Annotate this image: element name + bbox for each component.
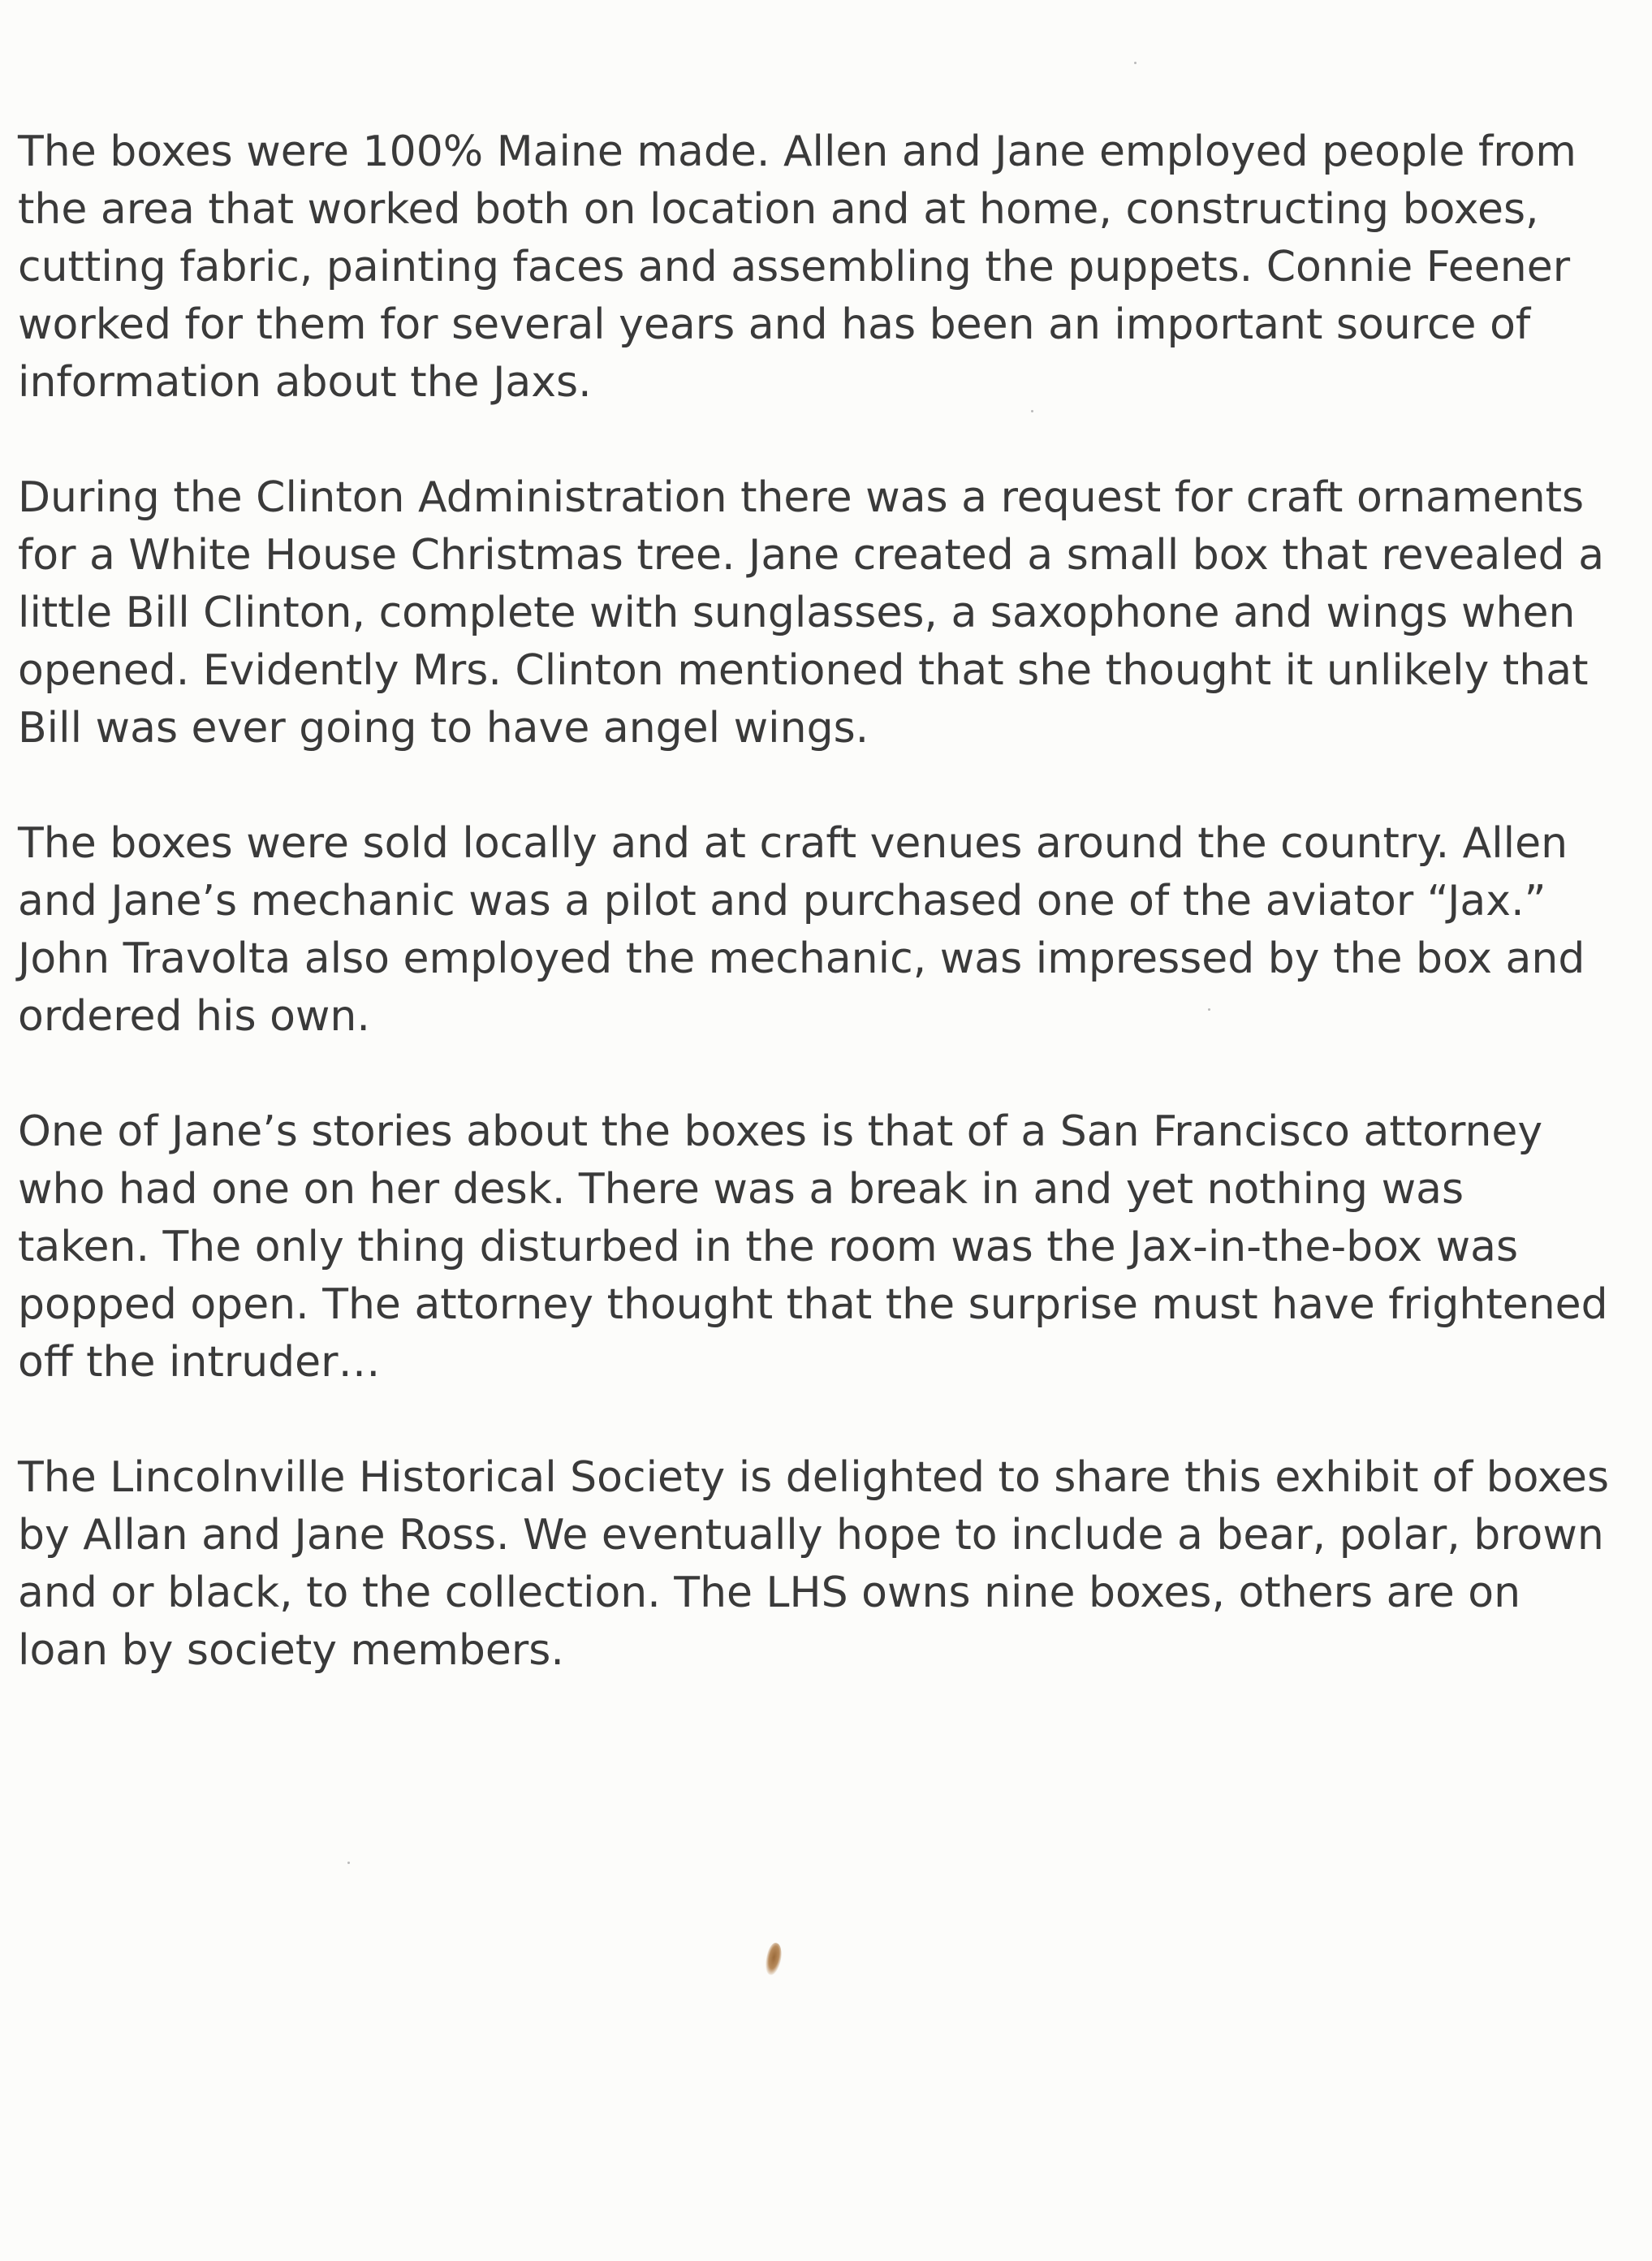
paragraph-attorney-story — [18, 1103, 1633, 1392]
paragraph-boxes-maine-made — [18, 123, 1633, 412]
paragraph-clinton-ornament — [18, 469, 1633, 757]
text-line: by Allan and Jane Ross. We eventually hope to include a bear, polar, brown — [18, 1511, 1604, 1560]
paper-speck — [1208, 1008, 1210, 1011]
paper-speck — [347, 1862, 350, 1864]
text-line: off the intruder… — [18, 1338, 381, 1387]
text-line: One of Jane’s stories about the boxes is that of a San Francisco attorney — [18, 1107, 1543, 1156]
paragraph-historical-society — [18, 1449, 1633, 1680]
text-line: opened. Evidently Mrs. Clinton mentioned that she thought it unlikely that — [18, 646, 1589, 695]
text-line: who had one on her desk. There was a break in and yet nothing was — [18, 1165, 1464, 1214]
text-line: and Jane’s mechanic was a pilot and purchased one of the aviator “Jax.” — [18, 877, 1546, 926]
text-line: ordered his own. — [18, 992, 370, 1041]
text-line: The boxes were 100% Maine made. Allen and Jane employed people from — [18, 127, 1577, 176]
text-line: loan by society members. — [18, 1626, 564, 1675]
paper-speck — [1031, 410, 1033, 412]
paragraph-sales-travolta — [18, 815, 1633, 1046]
text-line: worked for them for several years and has been an important source of — [18, 300, 1531, 349]
text-line: John Travolta also employed the mechanic, was impressed by the box and — [18, 934, 1585, 983]
text-line: The Lincolnville Historical Society is delighted to share this exhibit of boxes — [18, 1453, 1610, 1502]
paper-speck — [1134, 62, 1137, 64]
text-line: taken. The only thing disturbed in the room was the Jax-in-the-box was — [18, 1223, 1519, 1271]
text-line: During the Clinton Administration there was a request for craft ornaments — [18, 473, 1585, 522]
text-line: the area that worked both on location and at home, constructing boxes, — [18, 185, 1539, 234]
text-line: information about the Jaxs. — [18, 358, 592, 407]
text-line: popped open. The attorney thought that the surprise must have frightened — [18, 1280, 1608, 1329]
text-line: for a White House Christmas tree. Jane created a small box that revealed a — [18, 531, 1605, 580]
text-line: cutting fabric, painting faces and assembling the puppets. Connie Feener — [18, 243, 1571, 291]
text-line: The boxes were sold locally and at craft venues around the country. Allen — [18, 819, 1568, 868]
text-line: little Bill Clinton, complete with sunglasses, a saxophone and wings when — [18, 589, 1576, 637]
text-line: and or black, to the collection. The LHS owns nine boxes, others are on — [18, 1568, 1521, 1617]
paper-stain-mark — [763, 1942, 784, 1977]
document-body — [18, 123, 1633, 1737]
text-line: Bill was ever going to have angel wings. — [18, 704, 869, 753]
